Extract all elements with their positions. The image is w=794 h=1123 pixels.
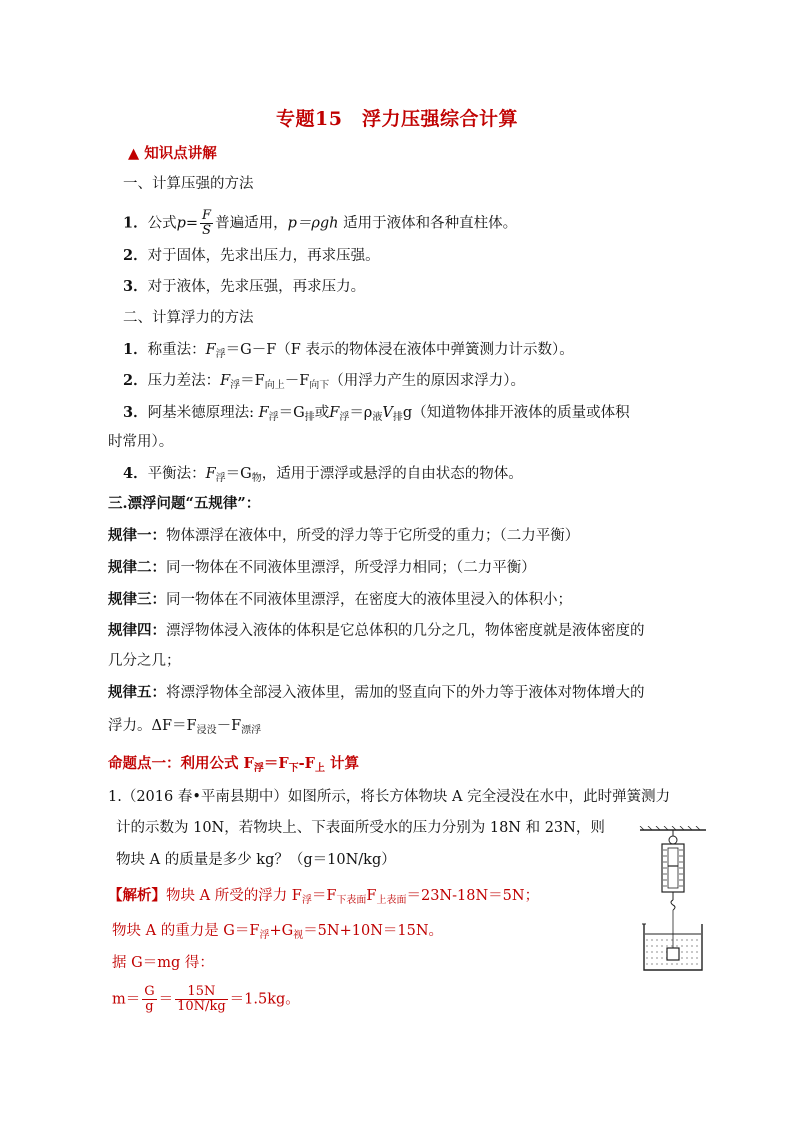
analysis-line2: 物块 A 的重力是 $G=F_浮+G_视=5N+10N=15N$。 <box>112 923 444 941</box>
rule-4: 规律四：漂浮物体浸入液体的体积是它总体积的几分之几，物体密度就是液体密度的 <box>108 622 645 639</box>
rule-4-cont: 几分之几； <box>108 653 181 669</box>
analysis-line4: m＝ $\frac{G}{g}$ ＝ $\frac{15N}{10N/kg}$ ＝1.5kg。 <box>112 984 300 1014</box>
rule-5: 规律五：将漂浮物体全部浸入液体里，需加的竖直向下的外力等于液体对物体增大的 <box>108 684 645 701</box>
analysis-line1: 【解析】物块 A 所受的浮力 $F_浮=F_{下表面}F_{上表面}=23N-18N=5N$； <box>108 887 540 906</box>
part1-heading: 一、计算压强的方法 <box>123 176 254 192</box>
problem1-line1: 1.（2016 春•平南县期中）如图所示，将长方体物块 A 完全浸没在水中，此时弹簧测力 <box>108 789 671 805</box>
problem1-line3: 物块 A 的质量是多少 kg？（g＝10N/kg） <box>116 852 396 868</box>
part1-item1: 1．公式p= $\frac{F}{S}$ 普遍适用，p＝ρgh 适用于液体和各种直柱体。 <box>123 208 518 238</box>
part1-item3: 3．对于液体，先求压强，再求压力。 <box>123 278 366 295</box>
pressure-fraction: $\frac{F}{S}$ <box>202 208 212 238</box>
rule-3: 规律三：同一物体在不同液体里漂浮，在密度大的液体里浸入的体积小； <box>108 591 572 608</box>
topic-heading: 命题点一：利用公式 $F_浮=F_下-F_上$ 计算 <box>108 755 360 774</box>
page-title: 专题15 浮力压强综合计算 <box>276 108 518 130</box>
problem1-line2: 计的示数为 10N，若物块上、下表面所受水的压力分别为 18N 和 23N，则 <box>116 820 605 836</box>
part2-item3: 3．阿基米德原理法: $F_浮=G_排$或$F_浮=\rho_液V_排g$（知道物体排开液体的质量或体积 <box>123 404 630 423</box>
analysis-line3: 据 G＝mg 得： <box>112 955 214 971</box>
part2-heading: 二、计算浮力的方法 <box>123 310 254 326</box>
rule-1: 规律一：物体漂浮在液体中，所受的浮力等于它所受的重力；（二力平衡） <box>108 527 580 544</box>
rule-2: 规律二：同一物体在不同液体里漂浮，所受浮力相同；（二力平衡） <box>108 559 536 576</box>
part2-item2: 2．压力差法：$F_浮=F_{向上}-F_{向下}$（用浮力产生的原因求浮力）。 <box>123 372 526 391</box>
part1-item2: 2．对于固体，先求出压力，再求压强。 <box>123 247 380 264</box>
part2-item4: 4．平衡法：$F_浮=G_物$，适用于漂浮或悬浮的自由状态的物体。 <box>123 465 523 484</box>
part2-item1: 1．称重法：$F_浮=G-F(F$ 表示的物体浸在液体中弹簧测力计示数）。 <box>123 341 574 360</box>
rule-5-cont: 浮力。$\Delta F=F_{浸没}-F_{漂浮}$ <box>108 718 262 736</box>
fraction-g-over-g: $\frac{G}{g}$ <box>144 984 155 1014</box>
part3-heading: 三.漂浮问题“五规律”： <box>108 495 261 512</box>
part2-item3-cont: 时常用）。 <box>108 434 174 450</box>
section-knowledge-heading: ▲ 知识点讲解 <box>128 145 217 162</box>
spring-scale-beaker-figure <box>632 826 714 976</box>
fraction-15n-over-10nkg: $\frac{15N}{10N/kg}$ <box>177 984 226 1014</box>
